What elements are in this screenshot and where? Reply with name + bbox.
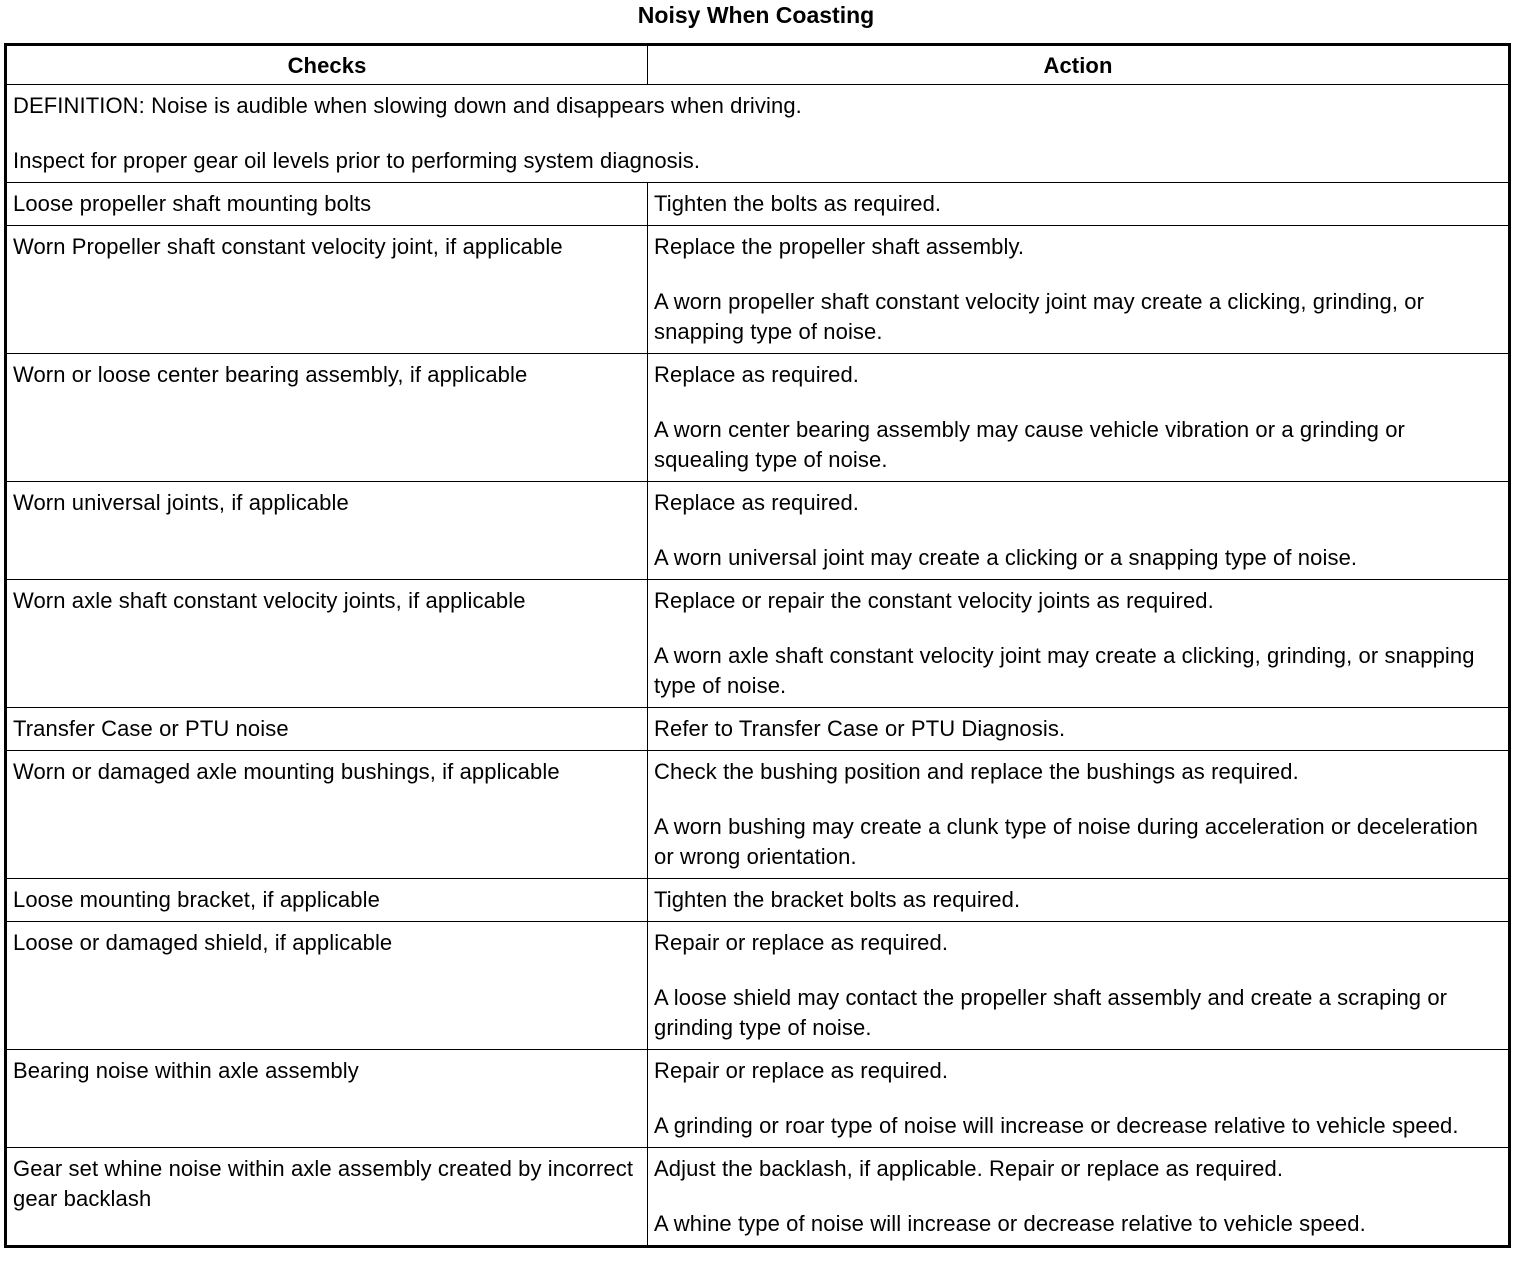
action-text: Replace the propeller shaft assembly.	[654, 234, 1025, 259]
action-note: A worn propeller shaft constant velocity joint may create a clicking, grinding, or snapping type of noise.	[654, 289, 1425, 344]
action-cell	[648, 226, 1510, 354]
action-text: Repair or replace as required.	[654, 1058, 949, 1083]
action-cell	[648, 183, 1510, 226]
action-text: Refer to Transfer Case or PTU Diagnosis.	[654, 716, 1066, 741]
check-cell: Loose or damaged shield, if applicable	[6, 922, 648, 1050]
action-cell	[648, 580, 1510, 708]
column-header-checks: Checks	[6, 45, 648, 85]
action-text: Replace as required.	[654, 490, 860, 515]
action-note: A whine type of noise will increase or decrease relative to vehicle speed.	[654, 1211, 1366, 1236]
check-cell: Bearing noise within axle assembly	[6, 1050, 648, 1148]
action-text: Tighten the bolts as required.	[654, 191, 942, 216]
action-cell	[648, 922, 1510, 1050]
column-header-action: Action	[648, 45, 1510, 85]
action-text: Replace as required.	[654, 362, 860, 387]
table-row	[6, 751, 1510, 879]
check-cell: Worn axle shaft constant velocity joints, if applicable	[6, 580, 648, 708]
action-note: A worn center bearing assembly may cause vehicle vibration or a grinding or squealing type of noise.	[654, 417, 1405, 472]
action-cell	[648, 708, 1510, 751]
action-cell	[648, 1148, 1510, 1247]
table-row	[6, 1148, 1510, 1247]
action-cell	[648, 879, 1510, 922]
check-cell: Gear set whine noise within axle assembly created by incorrect gear backlash	[6, 1148, 648, 1247]
table-row	[6, 354, 1510, 482]
action-cell	[648, 354, 1510, 482]
action-note: A worn axle shaft constant velocity joint may create a clicking, grinding, or snapping type of noise.	[654, 643, 1475, 698]
action-cell	[648, 482, 1510, 580]
definition-note: Inspect for proper gear oil levels prior to performing system diagnosis.	[13, 148, 701, 173]
action-text: Repair or replace as required.	[654, 930, 949, 955]
table-row	[6, 922, 1510, 1050]
check-cell: Loose propeller shaft mounting bolts	[6, 183, 648, 226]
action-cell	[648, 751, 1510, 879]
check-cell: Transfer Case or PTU noise	[6, 708, 648, 751]
action-cell	[648, 1050, 1510, 1148]
action-note: A loose shield may contact the propeller shaft assembly and create a scraping or grinding type of noise.	[654, 985, 1448, 1040]
page-title: Noisy When Coasting	[637, 2, 875, 28]
table-row	[6, 482, 1510, 580]
table-row	[6, 1050, 1510, 1148]
definition-text: DEFINITION: Noise is audible when slowing down and disappears when driving.	[13, 93, 802, 118]
table-row	[6, 580, 1510, 708]
check-cell: Loose mounting bracket, if applicable	[6, 879, 648, 922]
action-text: Replace or repair the constant velocity joints as required.	[654, 588, 1214, 613]
diagnosis-table	[4, 43, 1511, 1248]
action-text: Tighten the bracket bolts as required.	[654, 887, 1021, 912]
table-row	[6, 708, 1510, 751]
check-cell: Worn Propeller shaft constant velocity joint, if applicable	[6, 226, 648, 354]
table-row	[6, 879, 1510, 922]
header-row	[6, 45, 1510, 85]
action-note: A worn bushing may create a clunk type of noise during acceleration or deceleration or wrong orientation.	[654, 814, 1478, 869]
definition-cell	[6, 85, 1510, 183]
action-text: Check the bushing position and replace the bushings as required.	[654, 759, 1299, 784]
check-cell: Worn or loose center bearing assembly, if applicable	[6, 354, 648, 482]
table-row	[6, 226, 1510, 354]
action-note: A worn universal joint may create a clicking or a snapping type of noise.	[654, 545, 1358, 570]
definition-row	[6, 85, 1510, 183]
check-cell: Worn universal joints, if applicable	[6, 482, 648, 580]
action-text: Adjust the backlash, if applicable. Repair or replace as required.	[654, 1156, 1284, 1181]
action-note: A grinding or roar type of noise will increase or decrease relative to vehicle speed.	[654, 1113, 1459, 1138]
table-row	[6, 183, 1510, 226]
check-cell: Worn or damaged axle mounting bushings, if applicable	[6, 751, 648, 879]
